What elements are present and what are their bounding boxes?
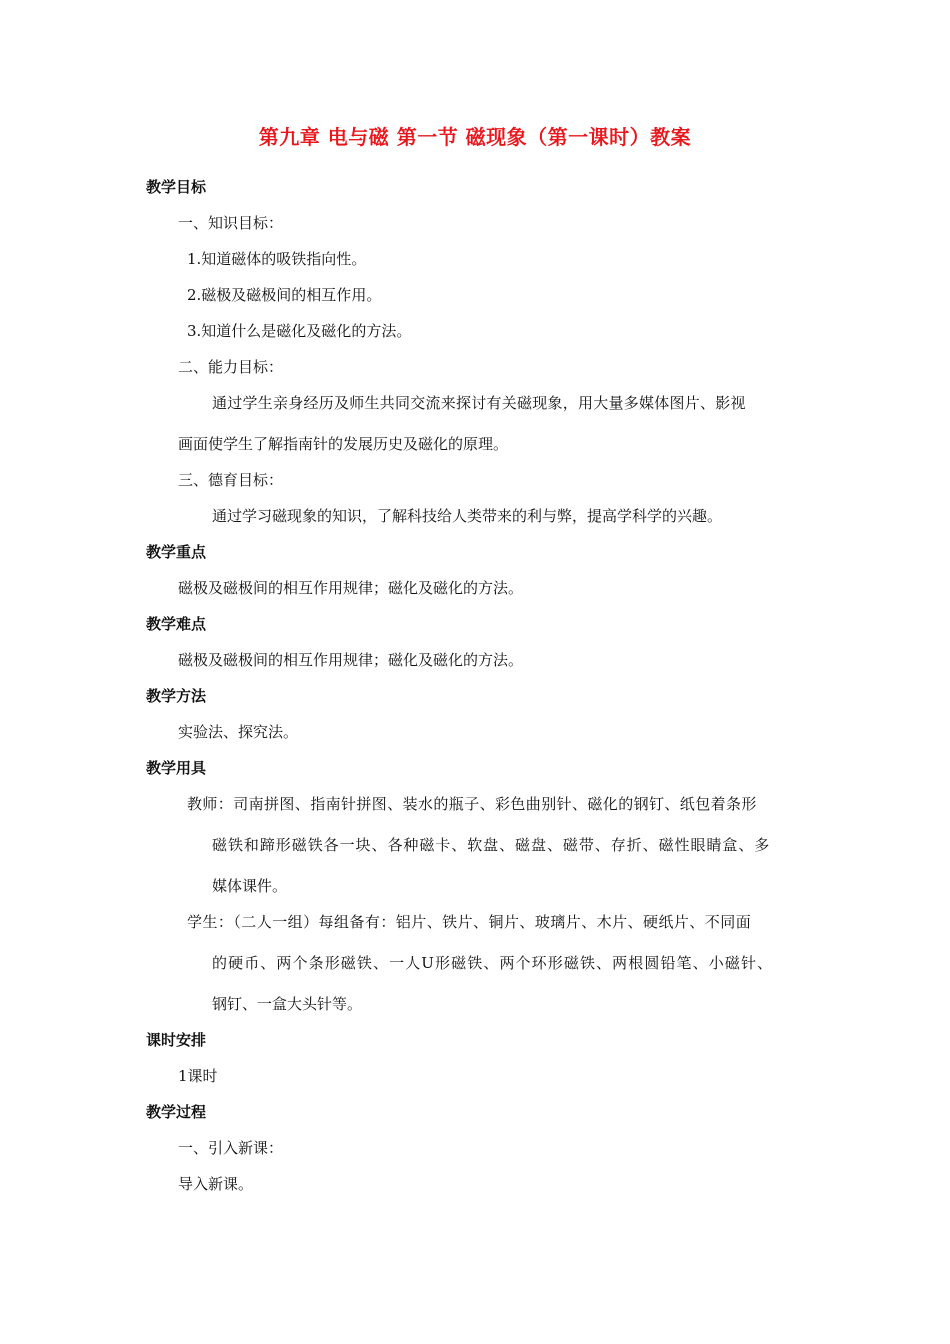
student-tools-text: 学生：（二人一组）每组备有：铝片、铁片、铜片、玻璃片、木片、硬纸片、不同面	[187, 913, 752, 931]
key-points-text: 磁极及磁极间的相互作用规律；磁化及磁化的方法。	[178, 579, 524, 597]
section-heading-key-points: 教学重点	[146, 543, 207, 561]
difficulties-text: 磁极及磁极间的相互作用规律；磁化及磁化的方法。	[178, 651, 524, 669]
section-heading-difficulties: 教学难点	[146, 615, 207, 633]
section-heading-objectives: 教学目标	[146, 178, 207, 196]
knowledge-item: 3.知道什么是磁化及磁化的方法。	[187, 322, 412, 340]
process-step-text: 导入新课。	[178, 1175, 254, 1193]
process-step-heading: 一、引入新课：	[178, 1139, 284, 1157]
methods-text: 实验法、探究法。	[178, 723, 299, 741]
ability-objectives-text: 画面使学生了解指南针的发展历史及磁化的原理。	[178, 435, 509, 453]
teacher-tools-text: 媒体课件。	[212, 877, 288, 895]
moral-objectives-heading: 三、德育目标：	[178, 471, 284, 489]
document-title: 第九章 电与磁 第一节 磁现象（第一课时）教案	[258, 125, 692, 149]
ability-objectives-heading: 二、能力目标：	[178, 358, 284, 376]
student-tools-text: 的硬币、两个条形磁铁、一人U形磁铁、两个环形磁铁、两根圆铅笔、小磁针、	[212, 954, 774, 972]
teacher-tools-text: 教师：司南拼图、指南针拼图、装水的瓶子、彩色曲别针、磁化的钢钉、纸包着条形	[187, 795, 757, 813]
knowledge-item: 2.磁极及磁极间的相互作用。	[187, 286, 382, 304]
section-heading-schedule: 课时安排	[146, 1031, 207, 1049]
knowledge-objectives-heading: 一、知识目标：	[178, 214, 284, 232]
section-heading-tools: 教学用具	[146, 759, 207, 777]
moral-objectives-text: 通过学习磁现象的知识，了解科技给人类带来的利与弊，提高学科学的兴趣。	[212, 507, 723, 525]
section-heading-methods: 教学方法	[146, 687, 207, 705]
knowledge-item: 1.知道磁体的吸铁指向性。	[187, 250, 367, 268]
ability-objectives-text: 通过学生亲身经历及师生共同交流来探讨有关磁现象，用大量多媒体图片、影视	[212, 394, 746, 412]
schedule-text: 1课时	[178, 1067, 218, 1085]
teacher-tools-text: 磁铁和蹄形磁铁各一块、各种磁卡、软盘、磁盘、磁带、存折、磁性眼睛盒、多	[212, 836, 771, 854]
student-tools-text: 钢钉、一盒大头针等。	[212, 995, 363, 1013]
section-heading-process: 教学过程	[146, 1103, 207, 1121]
